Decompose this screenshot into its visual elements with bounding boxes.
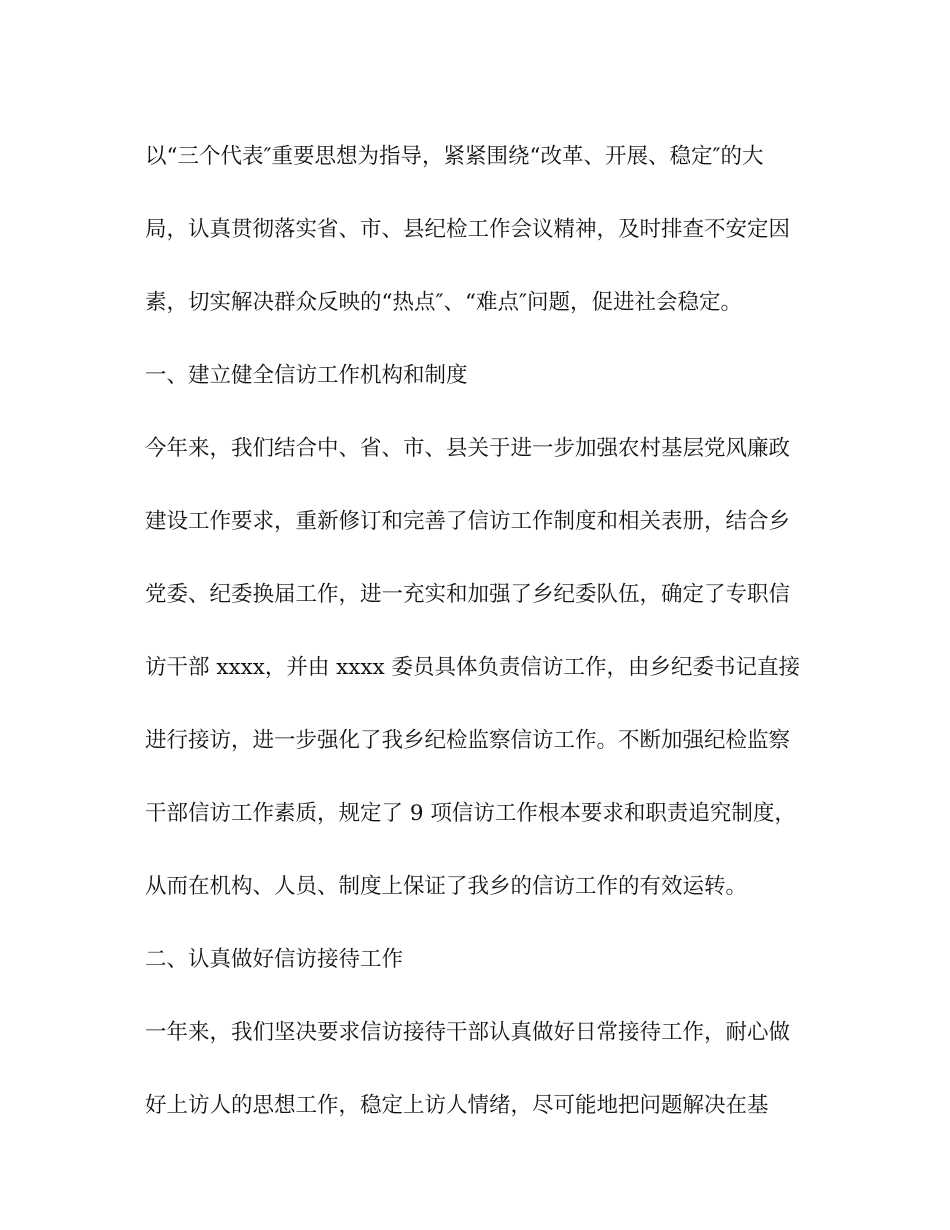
paragraph-line: 访干部 xxxx，并由 xxxx 委员具体负责信访工作，由乡纪委书记直接 (145, 655, 801, 680)
paragraph-line: 一年来，我们坚决要求信访接待干部认真做好日常接待工作，耐心做 (145, 1020, 791, 1045)
paragraph-line: 从而在机构、人员、制度上保证了我乡的信访工作的有效运转。 (145, 874, 748, 899)
section-heading: 二、认真做好信访接待工作 (145, 947, 404, 972)
paragraph-line: 以“三个代表″重要思想为指导，紧紧围绕“改革、开展、稳定″的大 (145, 144, 764, 169)
paragraph-line: 建设工作要求，重新修订和完善了信访工作制度和相关表册，结合乡 (145, 509, 791, 534)
paragraph-line: 进行接访，进一步强化了我乡纪检监察信访工作。不断加强纪检监察 (145, 728, 791, 753)
section-heading: 一、建立健全信访工作机构和制度 (145, 363, 468, 388)
paragraph-line: 好上访人的思想工作，稳定上访人情绪，尽可能地把问题解决在基 (145, 1093, 769, 1118)
paragraph-line: 今年来，我们结合中、省、市、县关于进一步加强农村基层党风廉政 (145, 436, 791, 461)
paragraph-line: 局，认真贯彻落实省、市、县纪检工作会议精神，及时排查不安定因 (145, 217, 791, 242)
paragraph-line: 素，切实解决群众反映的“热点″、“难点″问题，促进社会稳定。 (145, 290, 743, 315)
document-body (145, 120, 825, 1142)
paragraph-line: 党委、纪委换届工作，进一充实和加强了乡纪委队伍，确定了专职信 (145, 582, 791, 607)
paragraph-line: 干部信访工作素质，规定了 9 项信访工作根本要求和职责追究制度， (145, 801, 796, 826)
